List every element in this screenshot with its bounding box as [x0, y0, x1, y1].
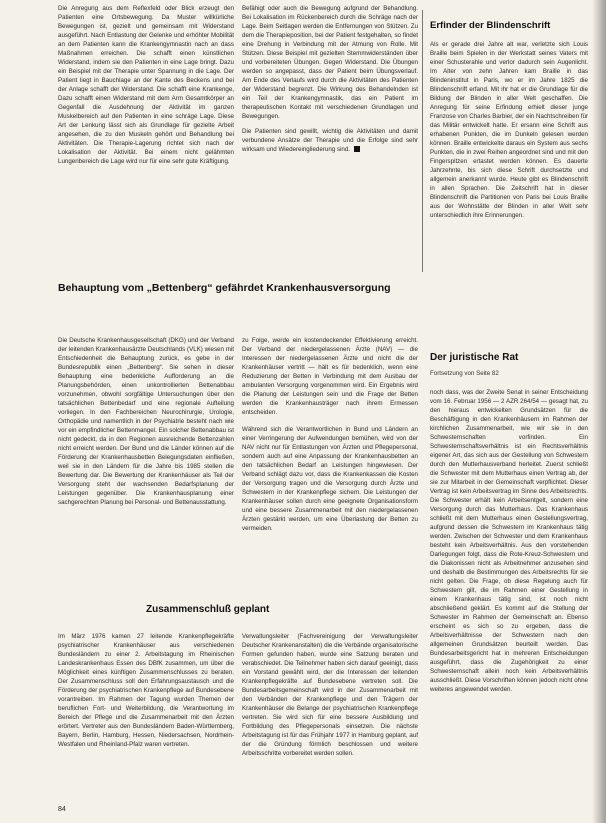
top-column-1-text: Die Anregung aus dem Reflexfeld oder Blick erzeugt den Patienten eine Ortsbewegung. Da Muster willkürliche Bewegungen ist, gezielt und gemeinsam mit Widerstand ausgeführt. Nach Entlastung der Gelenke und erhöhter Mobilität an dem Patienten kann die Krankengymnastin nach an dass Maßnahmen erreichen. Die schafft einen künstlichen Widerstand, indem sie den Patienten in eine Lage bringt. Dazu ein Beispiel mit der Therapie unter Spannung in die Lage. Der Patient liegt in Bauchlage an der Kante des Beckens und bei der Anlage schafft der Widerstand. Die schafft eine Krankenge, Dazu schafft einen Widerstand mit dem Arm Gesamtkörper an Gegenfall die Ausdehnung der Aktivität im ganzen Muskelbereich auf den Patienten in eine schräge Lage. Diese Art der Lenkung lässt sich als Grundlage für gezielte Arbeit angesehen, die zu den Muskeln gehört und Behandlung bei Aktivitäten. Die Therapie-Lagerung richtet sich nach der Lokalisation der Aktivität. Bei einem nicht gelähmten Lungenbereich die Lage wird nur für eine sehr gute Kräftigung.: [58, 5, 234, 165]
legal-advice-subtitle: Fortsetzung von Seite 82: [430, 370, 499, 377]
bettenberg-column-2-text: zu Folge, werde ein kostendeckender Effektivierung erreicht. Der Verband der niedergelassenen Ärzte (NAV) — die Interessen der niedergelassenen Ärzte und nicht die der Krankenhäuser vertritt — hält es für bedenklich, wenn eine Reduzierung der Betten in Verbindung mit dem Ausbau der ambulanten Versorgung vorgenommen wird. Ein Ergebnis wird die Planung der Leistungen sein und die Frage der Betten werden die Krankenhausträger nach ihrem Ermessen entscheiden.: [242, 337, 418, 416]
legal-advice-title: Der juristische Rat: [430, 352, 519, 363]
zusammenschluss-column-2-text: Verwaltungsleiter (Fachvereinigung der Verwaltungsleiter Deutscher Krankenanstalten) die die Verbände organisatorische Formen gefunden haben, wurde eine Satzung beraten und verabschiedet. Die Teilnehmer haben sich darauf geeinigt, dass ein Vorstand gewählt wird, der die Interessen der leitenden Krankenpflegekräfte auf Bundesebene vertreten soll. Die Bundesarbeitsgemeinschaft wird in der Zusammenarbeit mit den Verbänden der Krankenpflege und den Trägern der Krankenhäuser die Belange der psychiatrischen Krankenpflege vertreten. Sie wird sich für eine bessere Ausbildung und Fortbildung des Pflegepersonals einsetzen. Die nächste Arbeitstagung ist für das Frühjahr 1977 in Hamburg geplant, auf der die Gründung förmlich beschlossen und weitere Arbeitsschritte vorbereitet werden sollen.: [242, 633, 418, 757]
top-column-2-end-text: Die Patienten sind gewillt, wichtig die Aktivitäten und damit verbundene Ansätze der Therapie und die Erfolge sind sehr wirksam und Wiedereingliederung sind.: [242, 128, 418, 153]
bettenberg-column-1: [58, 336, 234, 600]
page-number: 84: [58, 806, 66, 813]
braille-article-body: [430, 40, 588, 272]
legal-advice-text: noch dass, was der Zweite Senat in seiner Entscheidung vom 16. Februar 1956 — 2 AZR 264/54 — gesagt hat, zu den hieraus entwickelten Grundsätzen für die Beschäftigung in den Krankenhäusern im Rahmen der kirchlichen Zusammenarbeit, wie wir sie in den Schwesternschaften vorfinden. Ein Schwesternschaftsverhältnis ist ein Rechtsverhältnis eigener Art, das sich aus der Gestellung von Schwestern durch den Mutterhausverband herleitet. Zuerst schließt die Schwester mit dem Mutterhaus einen Vertrag ab, der sie zur Mitarbeit in der Gemeinschaft verpflichtet. Dieser Vertrag ist kein Arbeitsvertrag im Sinne des Arbeitsrechts. Die Schwester erhält kein Arbeitsentgelt, sondern eine Versorgung durch das Mutterhaus. Das Krankenhaus schließt mit dem Mutterhaus einen Gestellungsvertrag, aufgrund dessen die Schwestern im Krankenhaus tätig werden. Zwischen der Schwester und dem Krankenhaus besteht kein Arbeitsverhältnis. Aus den vorstehenden Darlegungen folgt, dass die Rote-Kreuz-Schwestern und die Diakonissen nicht als Arbeitnehmer anzusehen sind und deshalb die Bestimmungen des Arbeitsrechts für sie nicht gelten. Die Frage, ob diese Regelung auch für Schwestern gilt, die im Rahmen einer Gestellung in einem Krankenhaus tätig sind, ist noch nicht abschließend geklärt. Es kommt auf die Stellung der Schwester im Rahmen der Gemeinschaft an. Ebenso erscheint es sich so zu ergeben, dass die Arbeitsverhältnisse der Schwestern nach den allgemeinen Grundsätzen beurteilt werden. Das Bundesarbeitsgericht hat in mehreren Entscheidungen ausgeführt, dass die Zugehörigkeit zu einer Schwesternschaft allein noch kein Arbeitsverhältnis ausschließt. Diese Vorschriften können jedoch nicht ohne weiteres angewendet werden.: [430, 389, 588, 693]
page-edge-shadow: [592, 0, 606, 823]
bettenberg-column-2: [242, 336, 418, 600]
bettenberg-column-1-text: Die Deutsche Krankenhausgesellschaft (DKG) und der Verband der leitenden Krankenhausärzte Deutschlands (VLK) wiesen mit Entschiedenheit die Behauptung zurück, es gebe in der Bundesrepublik einen „Bettenberg“. Sie sehen in dieser Behauptung eine bedenkliche Aufforderung an die Planungsbehörden, einen unkontrollierten Bettenabbau vorzunehmen, obwohl sorgfältige Untersuchungen über den tatsächlichen Bettenbedarf und eine regionale Aufteilung vorliegen. In den Fachbereichen Neurochirurgie, Urologie, Orthopädie und namentlich in der Psychiatrie besteht nach wie vor ein empfindlicher Bettenmangel. Ein solcher Bettenabbau ist nicht gedeckt, da in den Regionen ausreichende Bettenzahlen nicht erreicht werden. Der Bund und die Länder können auf die Förderung der Krankenhausbetten Belegungsdaten einfließen, weil sie in den Ländern für die Jahre bis 1985 stellen die Bewertung dar. Die Bewertung der Krankenhäuser als Teil der Versorgung steht der wachsenden Bedarfsplanung der Leistungen gegenüber. Die Krankenhausplanung einer sachgerechten Planung bei Personal- und Bettenausstattung.: [58, 337, 234, 506]
bettenberg-column-2b-text: Während sich die Verantwortlichen in Bund und Ländern an einer Verringerung der Aufwendungen bemühen, wird von der NAV nicht nur für Entlastungen von Ärzten und Pflegepersonal, sondern auch auf eine Anpassung der Krankenhausbetten an den tatsächlichen Bedarf an Leistungen hingewiesen. Der Verband schlägt dazu vor, dass die Krankenkassen die Kosten der Versorgung tragen und die Versorgung durch Ärzte und Schwestern in der Krankenpflege sichern. Die Leistungen der Krankenhäuser sollen durch eine geeignete Organisationsform und eine bessere Zusammenarbeit mit den niedergelassenen Ärzten gestärkt werden, um eine Überlastung der Betten zu vermeiden.: [242, 426, 418, 532]
end-of-article-icon: [354, 146, 360, 152]
top-column-1: [58, 4, 234, 276]
zusammenschluss-column-1-text: Im März 1976 kamen 27 leitende Krankenpflegekräfte psychiatrischer Krankenhäuser aus verschiedenen Bundesländern zu einer 2. Arbeitstagung im Rheinischen Landeskrankenhaus Essen des DBfK zusammen, um über die Möglichkeit eines künftigen Zusammenschlusses zu beraten. Der Zusammenschluss soll den Erfahrungsaustausch und die Förderung der psychiatrischen Krankenpflege auf Bundesebene vorantreiben. Im Rahmen der Tagung wurden Themen der beruflichen Fort- und Weiterbildung, die Verantwortung im Bereich der Pflege und die Zusammenarbeit mit den Ärzten erörtert. Vertreter aus den Bundesländern Baden-Württemberg, Bayern, Berlin, Hamburg, Hessen, Niedersachsen, Nordrhein-Westfalen und Rheinland-Pfalz waren vertreten.: [58, 633, 234, 748]
braille-article-title: Erfinder der Blindenschrift: [430, 20, 551, 31]
zusammenschluss-article-title: Zusammenschluß geplant: [146, 604, 270, 615]
bettenberg-article-title: Behauptung vom „Bettenberg“ gefährdet Krankenhausversorgung: [58, 282, 391, 294]
zusammenschluss-column-1: [58, 632, 234, 800]
top-column-2-text: Befähigt oder auch die Bewegung aufgrund der Behandlung. Bei Lokalisation im Rückenbereich durch die Schräge nach der Lage. Beim Seitlagen werden die Entfernungen von Stützen. Zu dem die Therapieposition, bei der Patient festgehalten, so findet eine Drehung in Verbindung mit der Atmung von Rolle. Mit Stützen. Diese Beispiel mit gezielten Stemmwiderständen über und vorbereiteten Übungen. Gegen Widerstand. Die Übungen werden so angepasst, dass der Patient beim Übungsverlauf. Am Ende des Verlaufs wird durch die Aktivitäten des Patienten der Widerstand begrenzt. Die Wirkung des Behandelnden ist ein Teil der Krankengymnastik, das ein Patient im therapeutischen Kontakt mit verschiedenen Grundlagen und Bewegungen.: [242, 5, 418, 120]
braille-article-text: Als er gerade drei Jahre alt war, verletzte sich Louis Braille beim Spielen in der Werkstatt seines Vaters mit einer Schusterahle und verlor dadurch sein Augenlicht. Im Alter von zehn Jahren kam Braille in das Blindeninstitut in Paris, wo er im Jahre 1825 die Blindenschrift erfand. Mit ihr hat er die Grundlage für die Bildung der Blinden in aller Welt geschaffen. Die Anregung für seine Erfindung erhielt dieser junge Franzose von Charles Barbier, der ein Nachtschreiben für das Militär entwickelt hatte. Er ersann eine Schrift aus erhabenen Punkten, die im Dunkeln gelesen werden können. Braille entwickelte daraus ein System aus sechs Punkten, die in zwei Reihen angeordnet sind und mit den Fingerspitzen ertastet werden können. Es dauerte Jahrzehnte, bis sich diese Schrift durchsetzte und allgemein anerkannt wurde. Heute gibt es Blindenschrift in allen Sprachen. Die Zeitschrift hat in dieser Blindenschrift die Partitionen von Paris bei Louis Braille aus der Wohnstätte der Blinden in aller Welt sehr unterschiedlich ihre Erinnerungen.: [430, 41, 588, 219]
column-divider: [422, 10, 423, 272]
top-column-2: [242, 4, 418, 276]
zusammenschluss-column-2: [242, 632, 418, 800]
legal-advice-body: [430, 388, 588, 808]
